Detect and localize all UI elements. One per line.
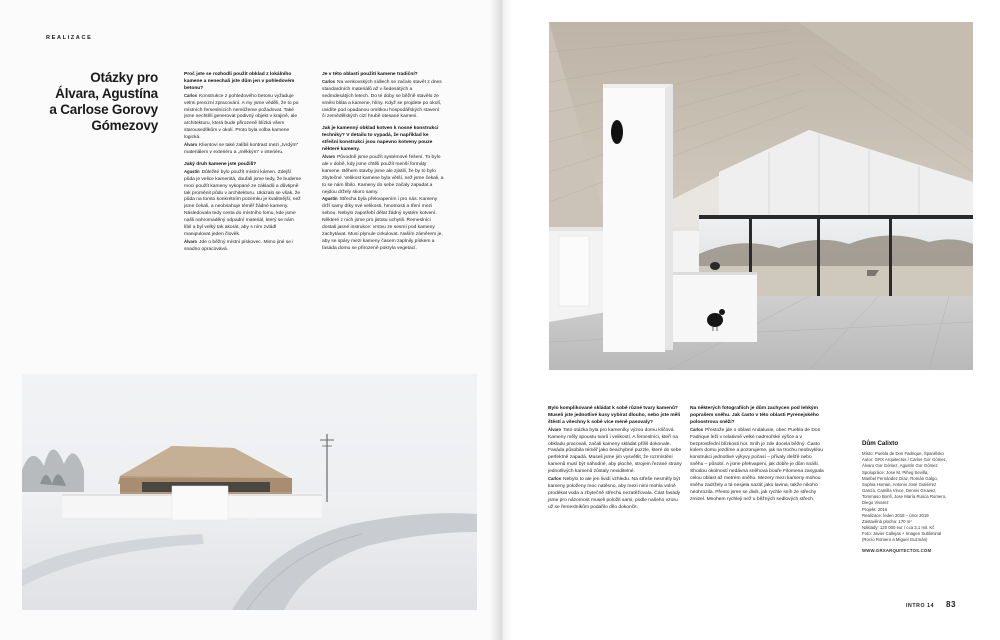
right-page bbox=[500, 0, 1000, 640]
speaker-name: Carlos bbox=[548, 476, 562, 482]
project-title: Dům Calixto bbox=[862, 440, 899, 447]
answer-text: Jde o běžný místní pískovec. Mimo jiné se i snadno opracovává. bbox=[184, 239, 294, 252]
interview-question: Bylo komplikované skládat k sobě různé tvary kamenů? Museli jste jednotlivé kusy vybírat dlouho, nebo jste měli štěstí a všechny k sobě více méně pasovaly? bbox=[548, 406, 681, 425]
project-info-line: Diego Vivarez bbox=[862, 500, 889, 506]
project-info-line: Místo: Puebla de Don Fadrique, Španělsko bbox=[862, 451, 944, 457]
project-info-line: (Rocío Romero a Miguel Guzmán) bbox=[862, 537, 928, 543]
magazine-name: INTRO 14 bbox=[906, 603, 935, 609]
speaker-name: Álvaro bbox=[184, 238, 198, 244]
exterior-snow-photo bbox=[22, 374, 477, 610]
text-column-4 bbox=[690, 406, 826, 504]
project-info-line: Zastavěná plocha: 170 m² bbox=[862, 518, 912, 524]
section-label: REALIZACE bbox=[46, 35, 93, 41]
speaker-name: Carlos bbox=[690, 426, 704, 432]
project-info-line: Foto: Javier Callejas + Imagen Subliminal bbox=[862, 531, 942, 537]
project-info-line: Autor: GRX Arquitectos / Carlos Gor Gómez, bbox=[862, 457, 948, 463]
interview-question: Jak je kamenný obklad kotven k nosné konstrukci techniky? V detailu to vypadá, že například ke střešní konstrukci jsou napevno kotveny pouze některé kameny. bbox=[322, 126, 439, 153]
text-column-1 bbox=[184, 72, 302, 254]
exterior-snow-image bbox=[22, 374, 477, 610]
headline: Otázky pro Álvara, Agustína a Carlose Gorovy Gómezovy bbox=[49, 70, 158, 133]
speaker-name: Agustín bbox=[184, 168, 200, 174]
architect-website-link[interactable]: WWW.GRXARQUITECTOS.COM bbox=[862, 547, 932, 553]
speaker-name: Álvaro bbox=[322, 153, 336, 159]
interview-question: Proč jste se rozhodli použít obklad z lokálního kamene a nenechali jste dům jen v pohledovém betonu? bbox=[184, 72, 295, 91]
project-info-line: Realizace: leden 2018 – únor 2019 bbox=[862, 512, 929, 518]
interview-answer bbox=[322, 79, 444, 121]
interview-answer bbox=[322, 154, 444, 196]
project-info-line: Projekt: 2016 bbox=[862, 506, 888, 512]
answer-text: Na venkovských sídlech se začalo stavět z dnes standardních materiálů až v šedesátých a sedmdesátých letech. Do té doby se běžně stavělo ze směsi bláta a kamene, hlíny. Když se projdete po okolí, uvidíte pod opadanou omítkou hospodářských stavení či zemědělských cizí hrubě otesané kameni. bbox=[322, 79, 442, 120]
interview-answer bbox=[322, 196, 444, 252]
interview-answer bbox=[184, 239, 302, 254]
answer-text: Klientovi se také zalíbil kontrast mezi „tvrdým“ materiálem v exteriéru a „měkkým“ v interiéru. bbox=[184, 143, 299, 155]
answer-text: Původně jsme použít systémové řešení. To bylo ale v době, kdy jsme chtěli použít menší formáty kamene. Během stavby jsme ale zjistili, že by to bylo zbytečné. Velikost kamene byla větší, než jsme čekali, a to se nám líbilo. Kameny do sebe začaly zapadat a nejdou držely skoro samy. bbox=[322, 154, 444, 195]
project-info-line: Tommaso Bonfi, Jose María Rusca Romero, bbox=[862, 494, 947, 500]
interview-answer bbox=[548, 427, 682, 476]
interview-answer bbox=[548, 476, 682, 512]
page-gutter-shadow bbox=[490, 0, 512, 640]
answer-text: Důležité bylo použít místní kámen. Zdejší půda je velice kamenitá, doufali jsme tedy, že budeme moci použít kameny vykopané ze základů a důvtipně tak proměnit půdu v architekturu. Ukázalo se však, že půda na tomto konkrétním pozemku je kvalitnější, než jsme čekali, a neobsahuje téměř žádné kameny. Následovala tedy cesta do místního lomu, kde jsme našli nahromaděný odpadní materiál, který se nám líbil a byl velký tak akorát, aby s ním zvládl manipulovat jeden člověk. bbox=[184, 169, 302, 237]
project-info-line: Álvaro Gor Gómez, Agustín Gor Gómez bbox=[862, 463, 938, 469]
interview-question: Je v této oblasti použití kamene tradiční? bbox=[322, 72, 418, 77]
interview-answer bbox=[184, 93, 302, 142]
interior-image bbox=[549, 22, 973, 370]
text-column-2 bbox=[322, 72, 444, 253]
page-number: 83 bbox=[946, 600, 957, 609]
speaker-name: Álvaro bbox=[184, 142, 198, 148]
project-info-line: García, Camilla Vince, Dennis Gruwez, bbox=[862, 488, 937, 494]
interior-photo bbox=[549, 22, 973, 370]
interview-question: Na některých fotografiích je dům zachycen pod lehkým poprašem sněhu. Jak často v této oblasti Pyrenejského poloostrova sněží? bbox=[690, 406, 819, 425]
interview-answer bbox=[690, 427, 826, 504]
answer-text: Tato otázka byla pro kameníky výzou domu klíčová. Kameny měly spoustu tvarů i velikostí. A řemeslníci, kteří na obkladu pracovali, začali kameny skládat příliš dokonale. Fasáda působila téměř jako beachybné puzzle, které do sebe perfektně zapadá. Museli jsme jim vysvětlit, že rozmístění kamenů musí být náhodné, aby ploché, strojem řezané strany jednotlivých kamenů zůstaly neviditelné. bbox=[548, 427, 682, 475]
project-info-lines bbox=[862, 451, 966, 543]
project-info-line: Náklady: 120 000 eur / cca 3,1 mil. Kč bbox=[862, 525, 935, 531]
speaker-name: Carlos bbox=[322, 78, 336, 84]
speaker-name: Carlos bbox=[184, 92, 198, 98]
project-info-line: Spolupráce: Jose M. Piñeg Sevilla, bbox=[862, 469, 929, 475]
text-column-3 bbox=[548, 406, 682, 512]
answer-text: Přestože jde o oblast Andalusie, obec Puebla de Don Fadrique leží v relativně velké nadmořské výšce a v bezprostřední blízkosti hor. Sníh je zde docela běžný. Často kolem domu jezdíme a pozorujeme, jak na trochu neobvyklou konstrukci jednotlivé výkyvy počasí – přívaly dešťě nebo sněhu – působí. A jsme překvapeni, jak dobře je dům snáší. Shodou okolností nedávná sněhová bouře Filomena zasypala celou oblast až metrem sněhu. Mezery mezi kameny mohou sněhu zadržely a tá nesjela nazáť jako lavina, takže nikoho neohrozila. Přesto jsme se divili, jak rychle sníh ze střechy zmizel. Mnohem rychleji než u běžných sedlových střech. bbox=[690, 427, 824, 502]
interview-question: Jaký druh kamene jste použili? bbox=[184, 161, 257, 167]
answer-text: Střecha byla překvapením i pro nás. Kameny drží samy díky své velikosti, hmotnosti a tření mezi sebou. Nebylo zapotřebí dělat žádný systém kotvení. Některé z nich jsme pro jistotu uchytili. Řemeslníci dostali jasné instrukce: vrstvu ze sesmí pod kameny zachytávat. Musí plynule cirkulovat. Naším záměrem je, aby se spáry mezi kameny časem zaplnily pískem a fasáda domu se přirozeně pokryla vegetací. bbox=[322, 197, 443, 251]
answer-text: Nebylo to ale jen lividí vzhledu. Na střeše nesměly být kameny položeny moc natěsno, aby mezi nimi mohla volně prodékat voda a zbytečně střechu nezatěžovala. Část fasády jsme pro názornost museli položit sami, podle našeho vzoru už se řemeslníkům podařilo dílo dokončit. bbox=[548, 477, 681, 510]
speaker-name: Agustín bbox=[322, 196, 338, 202]
speaker-name: Álvaro bbox=[548, 426, 562, 432]
interview-answer bbox=[184, 142, 302, 157]
project-info-line: Maribel Fernández Díaz, Román Gálgo, bbox=[862, 475, 938, 481]
answer-text: Konstrukce z pohledového betonu vyžaduje velmi precizní zpracování. A my jsme věděli, že to po místních řemeslnících nemůžeme požadovat. Také jsme nechtěli generovat podivný objekt v krajině, ale architekturu, která bude přirozeně blízká všem starousedlíkům v okolí. Proto byla volba kamene logická. bbox=[184, 93, 299, 141]
project-info-line: Sophia Homan, Antonio José Gutiérrez bbox=[862, 481, 937, 487]
project-info-box bbox=[862, 441, 966, 554]
interview-answer bbox=[184, 169, 302, 239]
